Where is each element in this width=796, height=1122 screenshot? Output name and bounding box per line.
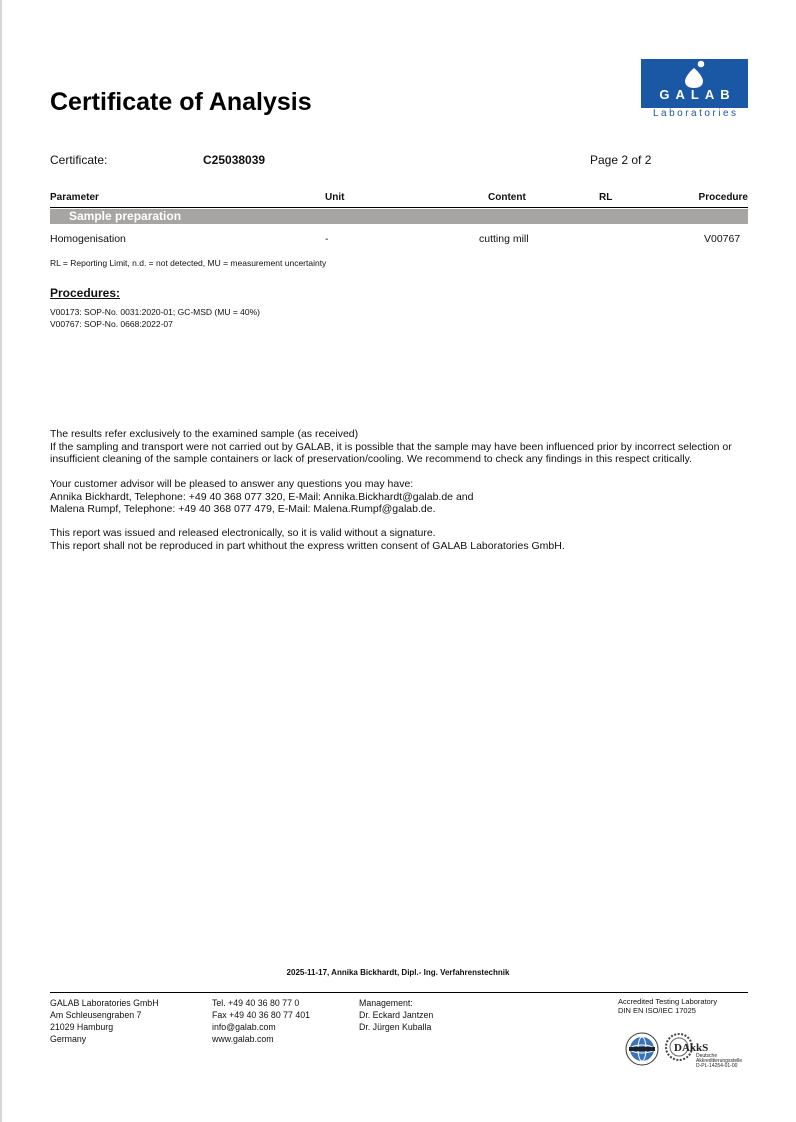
ilac-seal-icon (625, 1032, 659, 1066)
table-legend: RL = Reporting Limit, n.d. = not detected, MU = measurement uncertainty (50, 258, 327, 268)
column-header-content: Content (488, 192, 526, 203)
accreditation-line: Accredited Testing Laboratory (618, 997, 718, 1006)
footer-address (50, 997, 159, 1045)
page-edge (0, 0, 2, 1122)
dakks-line: Akkreditierungsstelle (696, 1058, 743, 1064)
note-line: insufficient cleaning of the sample containers or lack of preservation/cooling. We recommend to check any findings in this respect critically. (50, 453, 692, 465)
column-header-rl: RL (599, 192, 613, 203)
address-line: Am Schleusengraben 7 (50, 1010, 142, 1020)
management-line: Management: (359, 998, 413, 1008)
validity-note (50, 527, 750, 552)
column-header-unit: Unit (325, 192, 345, 203)
page-indicator: Page 2 of 2 (590, 153, 652, 167)
address-line: Germany (50, 1034, 87, 1044)
section-header (50, 209, 748, 224)
contact-line: Fax +49 40 36 80 77 401 (212, 1010, 311, 1020)
procedures-title: Procedures: (50, 286, 121, 300)
footer-divider (50, 992, 748, 993)
dakks-name: DAkkS (674, 1042, 709, 1054)
procedures-list (50, 306, 260, 330)
dakks-line: Deutsche (696, 1053, 718, 1059)
cell-content: cutting mill (479, 233, 529, 245)
cell-unit: - (325, 233, 329, 245)
dakks-caption (696, 1054, 742, 1069)
note-line: This report was issued and released electronically, so it is valid without a signature. (50, 527, 436, 539)
cell-procedure: V00767 (704, 233, 741, 245)
logo-box (641, 59, 748, 108)
logo-word: GALAB (659, 87, 736, 102)
contact-line: Tel. +49 40 36 80 77 0 (212, 998, 300, 1008)
contact-line: info@galab.com (212, 1022, 276, 1032)
dakks-seal (664, 1030, 748, 1070)
certificate-number: C25038039 (203, 153, 266, 167)
cell-parameter: Homogenisation (50, 233, 126, 245)
footer-management (359, 997, 433, 1033)
column-header-parameter: Parameter (50, 192, 99, 203)
address-line: GALAB Laboratories GmbH (50, 998, 159, 1008)
dakks-registration: D-PL-14254-01-00 (696, 1063, 738, 1069)
contact-line: www.galab.com (212, 1034, 274, 1044)
column-header-procedure: Procedure (698, 192, 748, 203)
note-line: This report shall not be reproduced in part whithout the express written consent of GALAB Laboratories GmbH. (50, 539, 565, 552)
accreditation-line: DIN EN ISO/IEC 17025 (618, 1006, 696, 1015)
footer-contact (212, 997, 310, 1045)
accreditation-text (618, 997, 717, 1015)
note-line: Malena Rumpf, Telephone: +49 40 368 077 479, E-Mail: Malena.Rumpf@galab.de. (50, 503, 436, 515)
procedure-item: V00173: SOP-No. 0031:2020-01; GC-MSD (MU = 40%) (50, 307, 260, 317)
management-line: Dr. Jürgen Kuballa (359, 1022, 432, 1032)
customer-advisor-info (50, 478, 750, 516)
note-line: Your customer advisor will be pleased to answer any questions you may have: (50, 478, 414, 490)
logo-subtitle: Laboratories (652, 108, 739, 119)
section-title: Sample preparation (69, 209, 182, 223)
address-line: 21029 Hamburg (50, 1022, 114, 1032)
note-line: If the sampling and transport were not carried out by GALAB, it is possible that the sample may have been influenced prior by incorrect selection or (50, 440, 732, 453)
note-line: Annika Bickhardt, Telephone: +49 40 368 077 320, E-Mail: Annika.Bickhardt@galab.de and (50, 490, 474, 503)
galab-logo (641, 59, 748, 121)
results-disclaimer (50, 428, 750, 466)
procedure-item: V00767: SOP-No. 0668:2022-07 (50, 319, 173, 329)
header-divider (50, 207, 748, 208)
management-line: Dr. Eckard Jantzen (359, 1010, 434, 1020)
note-line: The results refer exclusively to the examined sample (as received) (50, 428, 359, 440)
signature-line: 2025-11-17, Annika Bickhardt, Dipl.- Ing. Verfahrenstechnik (286, 968, 510, 977)
document-title: Certificate of Analysis (50, 88, 312, 116)
certificate-label: Certificate: (50, 153, 108, 167)
